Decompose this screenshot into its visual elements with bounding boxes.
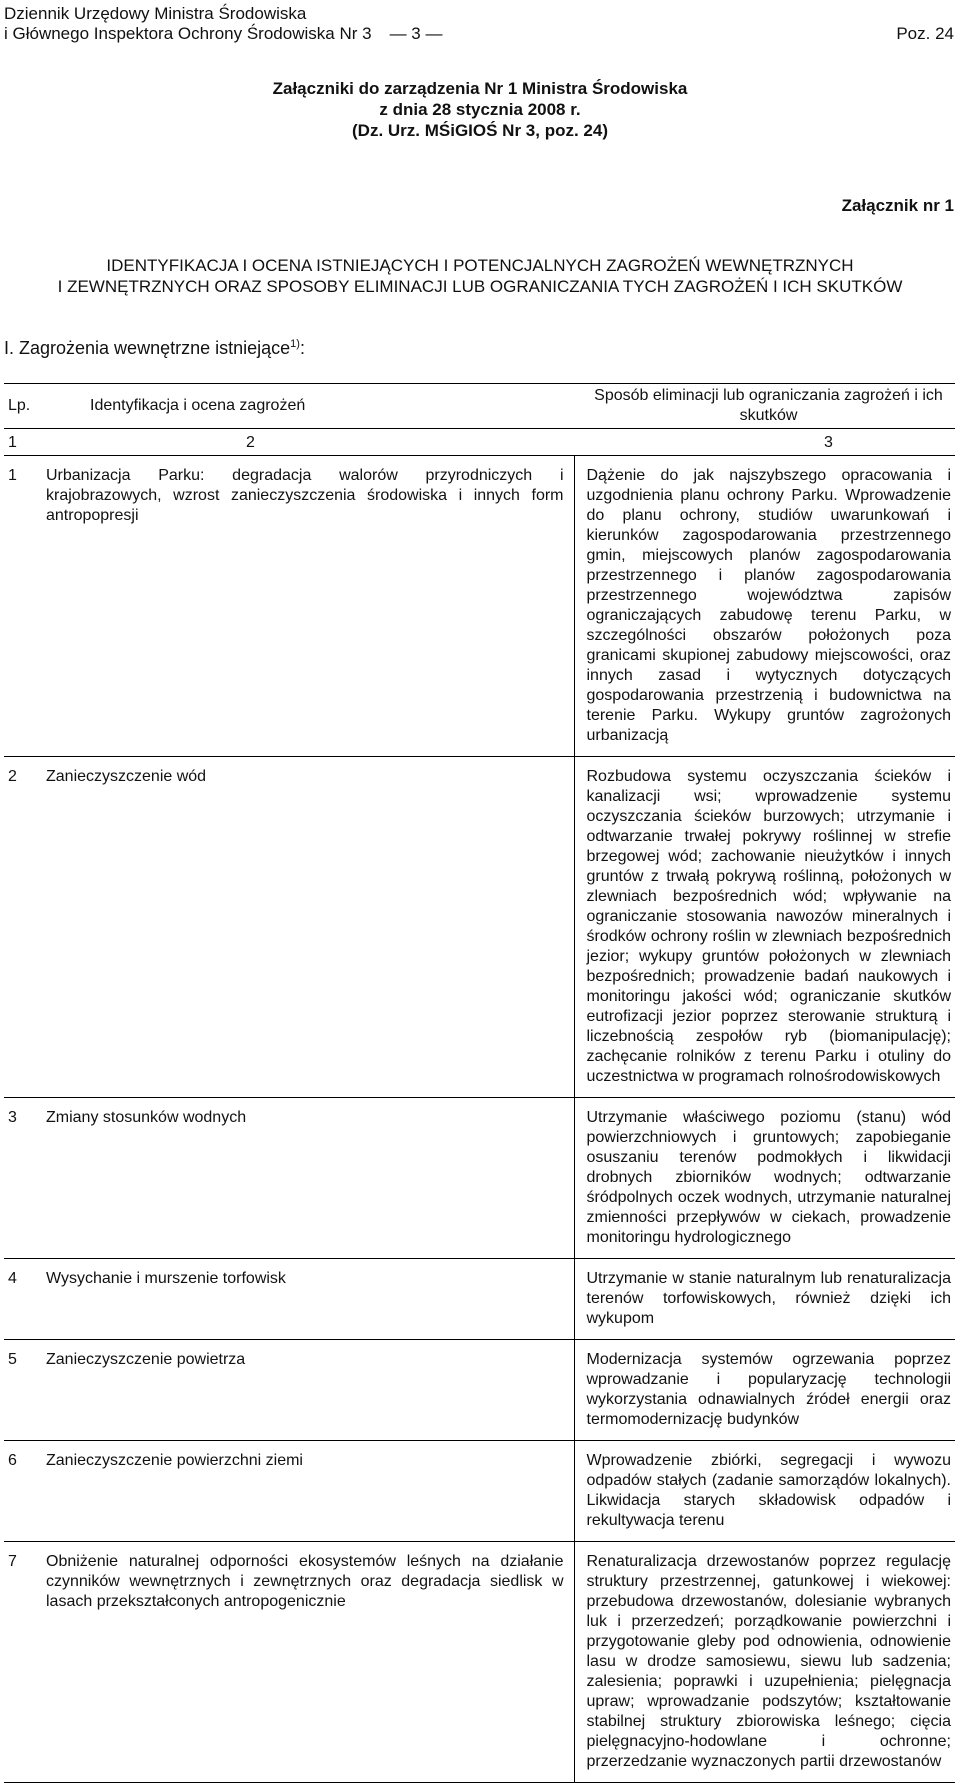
row-lp: 7	[4, 1542, 46, 1783]
row-measures: Wprowadzenie zbiórki, segregacji i wywozu odpadów stałych (zadanie samorządów lokalnych). Likwidacja starych składowisk odpadów i rekultywacja terenu	[574, 1441, 955, 1542]
row-lp: 2	[4, 757, 46, 1098]
row-threat: Zmiany stosunków wodnych	[46, 1098, 574, 1259]
table-row	[4, 1340, 955, 1441]
journal-name-line2-row	[4, 24, 442, 44]
section-heading-suffix: :	[299, 338, 305, 358]
table-row	[4, 1542, 955, 1783]
row-lp: 4	[4, 1259, 46, 1340]
table-row	[4, 1098, 955, 1259]
row-threat: Zanieczyszczenie powietrza	[46, 1340, 574, 1441]
threats-table	[4, 383, 955, 1783]
table-row	[4, 757, 955, 1098]
annex-heading-line3: (Dz. Urz. MŚiGIOŚ Nr 3, poz. 24)	[352, 121, 608, 140]
page-marker: — 3 —	[389, 24, 443, 43]
row-lp: 6	[4, 1441, 46, 1542]
journal-header	[4, 4, 442, 44]
row-threat: Urbanizacja Parku: degradacja walorów przyrodniczych i krajobrazowych, wzrost zanieczyszczenia środowiska i innych form antropopresji	[46, 456, 574, 757]
table-header-row	[4, 384, 955, 429]
position-number: Poz. 24	[896, 24, 954, 43]
row-threat: Obniżenie naturalnej odporności ekosystemów leśnych na działanie czynników wewnętrznych i zewnętrznych oraz degradacja siedlisk w lasach przekształconych antropogenicznie	[46, 1542, 574, 1783]
header-threat: Identyfikacja i ocena zagrożeń	[46, 384, 574, 429]
annex-number: Załącznik nr 1	[841, 196, 954, 215]
row-measures: Utrzymanie w stanie naturalnym lub renaturalizacja terenów torfowiskowych, również dzięki ich wykupom	[574, 1259, 955, 1340]
column-number-row	[4, 429, 955, 456]
row-lp: 3	[4, 1098, 46, 1259]
column-number-3: 3	[824, 434, 833, 451]
row-measures: Renaturalizacja drzewostanów poprzez regulację struktury przestrzennej, gatunkowej i wiekowej: przebudowa drzewostanów, dolesianie wybranych luk i przerzedzeń; porządkowanie powierzchni i przygotowanie gleby pod odnowienia, odnowienie lasu w drodze samosiewu, siewu lub sadzenia; zalesienia; poprawki i uzupełnienia; pielęgnacja upraw; wprowadzanie podszytów; kształtowanie stabilnej struktury zbiorowiska leśnego; cięcia pielęgnacyjno-hodowlane i ochronne; przerzedzanie wyznaczonych partii drzewostanów	[574, 1542, 955, 1783]
section-heading-text: I. Zagrożenia wewnętrzne istniejące	[4, 338, 291, 358]
row-lp: 5	[4, 1340, 46, 1441]
row-measures: Modernizacja systemów ogrzewania poprzez wprowadzanie i popularyzację technologii wykorzystania odnawialnych źródeł energii oraz termomodernizację budynków	[574, 1340, 955, 1441]
row-measures: Utrzymanie właściwego poziomu (stanu) wód powierzchniowych i gruntowych; zapobieganie osuszaniu terenów podmokłych i likwidacji drobnych zbiorników wodnych; odtwarzanie śródpolnych oczek wodnych, utrzymanie naturalnej zmienności przepływów w ciekach, prowadzenie monitoringu hydrologicznego	[574, 1098, 955, 1259]
row-threat: Zanieczyszczenie powierzchni ziemi	[46, 1441, 574, 1542]
annex-heading	[0, 78, 960, 141]
document-title-line2: I ZEWNĘTRZNYCH ORAZ SPOSOBY ELIMINACJI LUB OGRANICZANIA TYCH ZAGROŻEŃ I ICH SKUTKÓW	[57, 277, 903, 296]
column-number-2: 2	[46, 429, 574, 456]
section-heading	[4, 338, 305, 359]
column-number-1: 1	[4, 429, 46, 456]
row-lp: 1	[4, 456, 46, 757]
annex-heading-line2: z dnia 28 stycznia 2008 r.	[379, 100, 581, 119]
journal-name-line1: Dziennik Urzędowy Ministra Środowiska	[4, 4, 307, 23]
document-title-line1: IDENTYFIKACJA I OCENA ISTNIEJĄCYCH I POTENCJALNYCH ZAGROŻEŃ WEWNĘTRZNYCH	[106, 256, 854, 275]
table-row	[4, 1259, 955, 1340]
header-measures: Sposób eliminacji lub ograniczania zagrożeń i ich skutków	[574, 384, 955, 429]
row-measures: Rozbudowa systemu oczyszczania ścieków i kanalizacji wsi; wprowadzenie systemu oczyszczania ścieków burzowych; utrzymanie i odtwarzanie trwałej pokrywy roślinnej w strefie brzegowej wód; zachowanie nieużytków i innych gruntów z trwałą pokrywą roślinną, położonych w zlewniach bezpośrednich wód; wpływanie na ograniczanie stosowania nawozów mineralnych i środków ochrony roślin w zlewniach bezpośrednich jezior; wykupy gruntów położonych w zlewniach bezpośrednich; prowadzenie badań naukowych i monitoringu jakości wód; ograniczanie skutków eutrofizacji jezior poprzez sterowanie strukturą i liczebnością zespołów ryb (biomanipulację); zachęcanie rolników z terenu Parku i otuliny do uczestnictwa w programach rolnośrodowiskowych	[574, 757, 955, 1098]
footnote-ref[interactable]: 1)	[290, 338, 300, 350]
header-lp: Lp.	[4, 384, 46, 429]
row-threat: Wysychanie i murszenie torfowisk	[46, 1259, 574, 1340]
table-row	[4, 1441, 955, 1542]
journal-name-line2: i Głównego Inspektora Ochrony Środowiska Nr 3	[4, 24, 372, 43]
row-measures: Dążenie do jak najszybszego opracowania i uzgodnienia planu ochrony Parku. Wprowadzenie do planu ochrony, studiów uwarunkowań i kierunków zagospodarowania przestrzennego gmin, miejscowych planów zagospodarowania przestrzennego i planów zagospodarowania przestrzennego województwa zapisów ograniczających zabudowę terenu Parku, w szczególności obszarów położonych poza granicami skupionej zabudowy miejscowości, oraz innych zasad i wytycznych dotyczących gospodarowania przestrzenią i budownictwa na terenie Parku. Wykupy gruntów zagrożonych urbanizacją	[574, 456, 955, 757]
row-threat: Zanieczyszczenie wód	[46, 757, 574, 1098]
table-row	[4, 456, 955, 757]
document-title	[0, 255, 960, 297]
annex-heading-line1: Załączniki do zarządzenia Nr 1 Ministra Środowiska	[272, 79, 688, 98]
